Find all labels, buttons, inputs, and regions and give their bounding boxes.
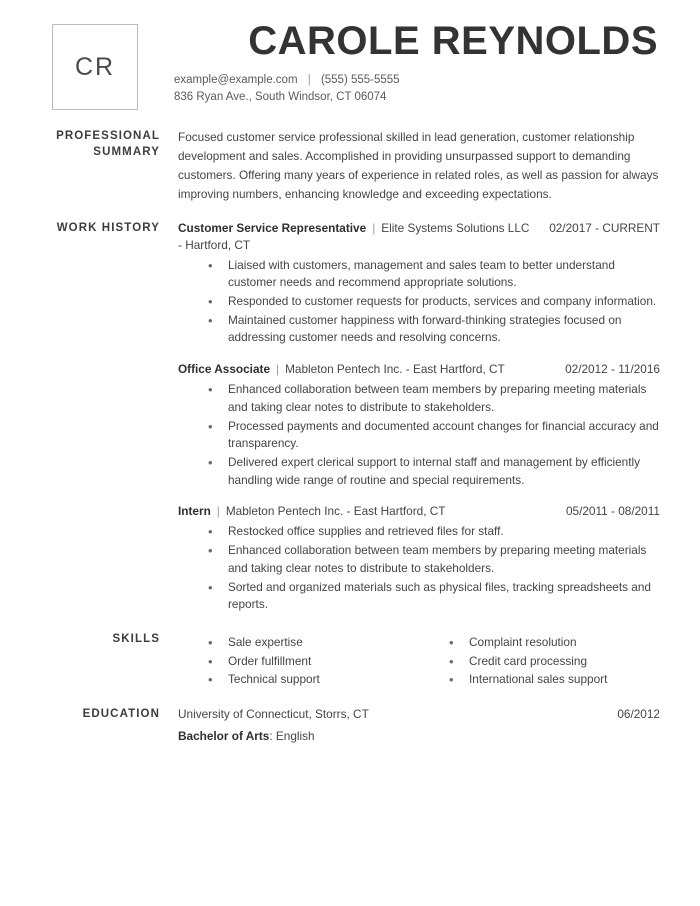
job-bullet: • Enhanced collaboration between team members by preparing meeting materials and taking clear notes to distribute to stakeholders. [208, 542, 660, 577]
job-entry [178, 361, 660, 489]
job-header [178, 503, 660, 520]
phone-text: (555) 555-5555 [320, 74, 400, 86]
skill-item: • Credit card processing [449, 653, 660, 671]
job-company: Elite Systems Solutions LLC - Hartford, CT [178, 220, 530, 252]
section-professional-summary [44, 128, 660, 204]
section-label-education: EDUCATION [82, 707, 160, 720]
job-company: Mableton Pentech Inc. - East Hartford, CT [285, 362, 505, 377]
header-details [138, 16, 660, 103]
education-degree: Bachelor of Arts [178, 728, 270, 743]
page-title: CAROLE REYNOLDS [248, 19, 658, 63]
education-degree-row [178, 727, 660, 745]
monogram-badge [52, 24, 138, 110]
skills-body [178, 631, 660, 690]
summary-body [178, 128, 660, 204]
skills-column-right [419, 631, 660, 690]
job-bullet: • Maintained customer happiness with forward-thinking strategies focused on addressing customer needs and resolving concerns. [208, 312, 660, 347]
section-label-work-history: WORK HISTORY [56, 221, 160, 234]
job-title: Customer Service Representative [178, 220, 367, 235]
job-bullet: • Restocked office supplies and retrieved files for staff. [208, 523, 660, 541]
email-text: example@example.com [174, 74, 298, 86]
job-entry [178, 220, 660, 348]
job-separator: | [372, 220, 376, 235]
skill-item: • International sales support [449, 671, 660, 689]
education-school: University of Connecticut, Storrs, CT [178, 706, 369, 721]
education-degree-field: : English [269, 728, 315, 743]
job-title: Intern [178, 504, 211, 519]
job-separator: | [216, 504, 220, 519]
section-education [44, 706, 660, 745]
resume-header [44, 16, 660, 110]
skills-column-left [178, 631, 419, 690]
skill-item: • Order fulfillment [208, 653, 419, 671]
skill-item: • Technical support [208, 671, 419, 689]
education-entry [178, 706, 660, 724]
job-bullets [178, 257, 660, 347]
job-separator: | [276, 362, 280, 377]
job-bullet: • Sorted and organized materials such as physical files, tracking spreadsheets and reports. [208, 579, 660, 614]
work-history-body [178, 220, 660, 615]
summary-label-line2: SUMMARY [93, 145, 160, 158]
section-skills [44, 631, 660, 690]
section-label-summary [44, 128, 178, 204]
job-company: Mableton Pentech Inc. - East Hartford, CT [225, 504, 446, 519]
job-bullets [178, 523, 660, 613]
education-body [178, 706, 660, 745]
job-bullet: • Delivered expert clerical support to internal staff and management by efficiently handling wide range of routine and special requirements. [208, 454, 660, 489]
job-bullet: • Processed payments and documented account changes for financial accuracy and transparency. [208, 418, 660, 453]
job-title: Office Associate [178, 362, 271, 377]
job-header [178, 361, 660, 378]
education-date: 06/2012 [617, 706, 660, 721]
job-bullet: • Liaised with customers, management and sales team to better understand customer needs and recommend appropriate solutions. [208, 257, 660, 292]
contact-line [172, 74, 660, 86]
summary-text: Focused customer service professional skilled in lead generation, customer relationship development and sales. Accomplished in providing unsurpassed support to demanding customers. Offering many years of experience in related roles, as well as passion for always improving numbers, enhancing knowledge and exceeding expectations. [178, 130, 659, 201]
job-header [178, 220, 660, 254]
job-bullet: • Enhanced collaboration between team members by preparing meeting materials and taking clear notes to distribute to stakeholders. [208, 381, 660, 416]
section-label-skills: SKILLS [112, 632, 160, 645]
skill-item: • Sale expertise [208, 634, 419, 652]
section-work-history [44, 220, 660, 615]
skills-list-right [419, 634, 660, 689]
job-dates: 02/2017 - CURRENT [549, 220, 660, 235]
job-bullets [178, 381, 660, 489]
address-text: 836 Ryan Ave., South Windsor, CT 06074 [174, 91, 387, 103]
skills-list-left [178, 634, 419, 689]
summary-label-line1: PROFESSIONAL [56, 130, 160, 142]
contact-separator: | [307, 74, 311, 86]
job-dates: 05/2011 - 08/2011 [565, 504, 660, 519]
monogram-initials: CR [74, 52, 116, 81]
job-bullet: • Responded to customer requests for products, services and company information. [208, 293, 660, 311]
skills-columns [178, 631, 660, 690]
skill-item: • Complaint resolution [449, 634, 660, 652]
job-dates: 02/2012 - 11/2016 [565, 362, 660, 377]
job-entry [178, 503, 660, 614]
